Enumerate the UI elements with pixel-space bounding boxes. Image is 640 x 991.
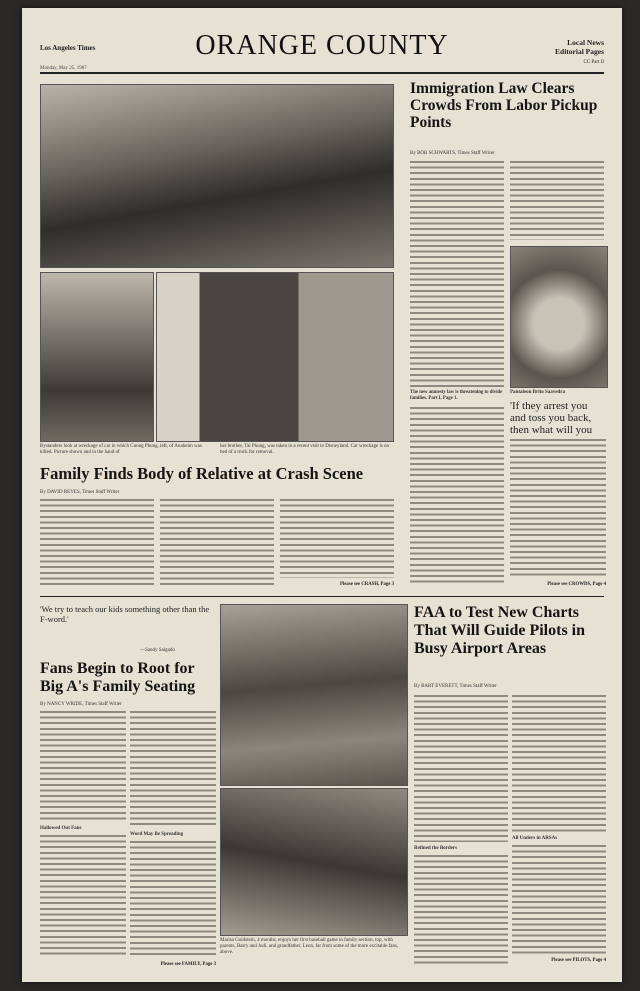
crash-column-3 bbox=[280, 498, 394, 578]
victim-portrait-photo bbox=[40, 272, 154, 442]
fans-kicker-quote: 'We try to teach our kids something other than the F-word.' bbox=[40, 604, 210, 624]
faa-subhead-2: All Unders in ARSAs bbox=[512, 836, 558, 841]
newspaper-page bbox=[22, 8, 622, 982]
brother-photo bbox=[156, 272, 394, 442]
section-index bbox=[555, 38, 604, 67]
immigration-column-3 bbox=[410, 406, 504, 586]
faa-jump: Please see PILOTS, Page 4 bbox=[551, 958, 606, 963]
faa-column-1b bbox=[414, 854, 508, 964]
faa-byline: By BART EVERETT, Times Staff Writer bbox=[414, 684, 497, 689]
faa-column-2b bbox=[512, 844, 606, 954]
immigration-column-2 bbox=[510, 160, 604, 240]
crash-headline: Family Finds Body of Relative at Crash Scene bbox=[40, 464, 364, 483]
faa-column-2 bbox=[512, 694, 606, 832]
immigration-column-1 bbox=[410, 160, 504, 388]
fans-column-1b bbox=[40, 834, 126, 958]
index-local-news: Local News bbox=[567, 38, 604, 47]
fans-photo-caption: Marisa Goldstein, 4 months, enjoys her first baseball game in family section, top, with parents, Barry and Judi, and grandfather, Leon, far from some of the more excitable fans, above. bbox=[220, 938, 399, 955]
crash-caption-left: Bystanders look at wreckage of car in which Cuong Phung, left, of Anaheim was killed. Picture shown and in the hand of bbox=[40, 444, 202, 455]
faa-headline: FAA to Test New Charts That Will Guide Pilots in Busy Airport Areas bbox=[414, 604, 586, 657]
immigration-jump: Please see CROWDS, Page 4 bbox=[547, 582, 606, 587]
immigration-column-4 bbox=[510, 438, 606, 578]
crash-jump: Please see CRASH, Page 3 bbox=[340, 582, 394, 587]
fold-rule bbox=[40, 596, 604, 597]
crash-column-2 bbox=[160, 498, 274, 588]
fans-column-2 bbox=[130, 710, 216, 828]
crash-caption-right: her brother, Tai Phung, was taken in a recent visit to Disneyland. Car wreckage is on bed of a truck for removal. bbox=[220, 444, 390, 455]
immigration-pull-quote: 'If they arrest you and toss you back, then what will you bbox=[510, 400, 593, 436]
amnesty-inset: The new amnesty law is threatening to divide families. Part I, Page 1. bbox=[410, 390, 503, 401]
immigration-byline: By BOB SCHWARTS, Times Staff Writer bbox=[410, 151, 495, 156]
dateline: Monday, May 25, 1987 bbox=[40, 66, 87, 71]
saavedra-caption: Pantaleon Brito Saavedra bbox=[510, 390, 565, 395]
fans-byline: By NANCY WRIDE, Times Staff Writer bbox=[40, 702, 122, 707]
paper-nameplate: Los Angeles Times bbox=[40, 44, 96, 52]
index-editorial: Editorial Pages bbox=[555, 47, 604, 56]
crash-byline: By DAVID REYES, Times Staff Writer bbox=[40, 490, 120, 495]
saavedra-photo bbox=[510, 246, 608, 388]
page-ref: CC Part II bbox=[583, 60, 604, 65]
family-seating-photo bbox=[220, 604, 408, 786]
fans-column-2b bbox=[130, 840, 216, 958]
fans-subhead-1: Hallowed Out Fans bbox=[40, 826, 82, 831]
faa-column-1 bbox=[414, 694, 508, 842]
section-title: ORANGE COUNTY bbox=[195, 30, 449, 61]
fans-column-1 bbox=[40, 710, 126, 822]
crowd-photo bbox=[220, 788, 408, 936]
fans-subhead-2: Word May Be Spreading bbox=[130, 832, 184, 837]
fans-jump: Please see FAMILY, Page 3 bbox=[160, 962, 216, 967]
immigration-headline: Immigration Law Clears Crowds From Labor Pickup Points bbox=[410, 80, 598, 131]
faa-subhead-1: Refined the Borders bbox=[414, 846, 458, 851]
crash-column-1 bbox=[40, 498, 154, 588]
fans-kicker-attribution: —Sandy Salgado bbox=[140, 648, 175, 653]
wreckage-photo bbox=[40, 84, 394, 268]
masthead-rule bbox=[40, 72, 604, 74]
fans-headline: Fans Begin to Root for Big A's Family Seating bbox=[40, 660, 196, 695]
